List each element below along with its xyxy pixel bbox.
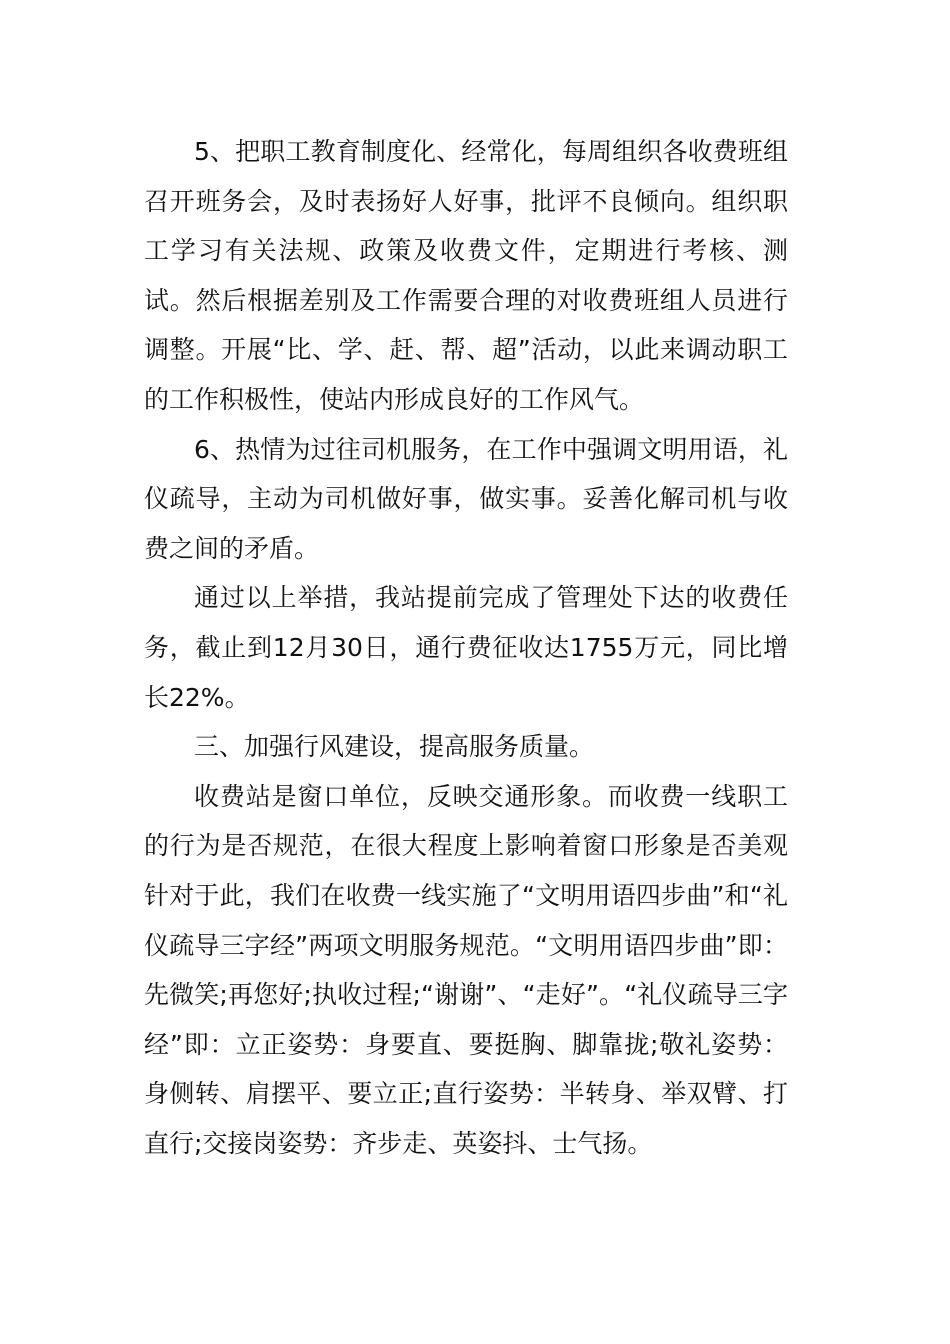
- paragraph-staff-education: 5、把职工教育制度化、经常化，每周组织各收费班组召开班务会，及时表扬好人好事，批评不良倾向。组织职工学习有关法规、政策及收费文件，定期进行考核、测试。然后根据差别及工作需要合理的对收费班组人员进行调整。开展“比、学、赶、帮、超”活动，以此来调动职工的工作积极性，使站内形成良好的工作风气。: [144, 137, 788, 414]
- section-heading-service-quality: 三、加强行风建设，提高服务质量。: [194, 732, 595, 762]
- paragraph-service-standards: 收费站是窗口单位，反映交通形象。而收费一线职工的行为是否规范，在很大程度上影响着窗口形象是否美观针对于此，我们在收费一线实施了“文明用语四步曲”和“礼仪疏导三字经”两项文明服务规范。“文明用语四步曲”即：先微笑;再您好;执收过程;“谢谢”、“走好”。“礼仪疏导三字经”即：立正姿势：身要直、要挺胸、脚靠拢;敬礼姿势：身侧转、肩摆平、要立正;直行姿势：半转身、举双臂、打直行;交接岗姿势：齐步走、英姿抖、士气扬。: [144, 781, 788, 1158]
- document-body: [144, 127, 788, 1168]
- paragraph-toll-results: 通过以上举措，我站提前完成了管理处下达的收费任务，截止到12月30日，通行费征收达1755万元，同比增长22%。: [144, 583, 788, 712]
- paragraph-driver-service: 6、热情为过往司机服务，在工作中强调文明用语，礼仪疏导，主动为司机做好事，做实事。妥善化解司机与收费之间的矛盾。: [144, 434, 788, 563]
